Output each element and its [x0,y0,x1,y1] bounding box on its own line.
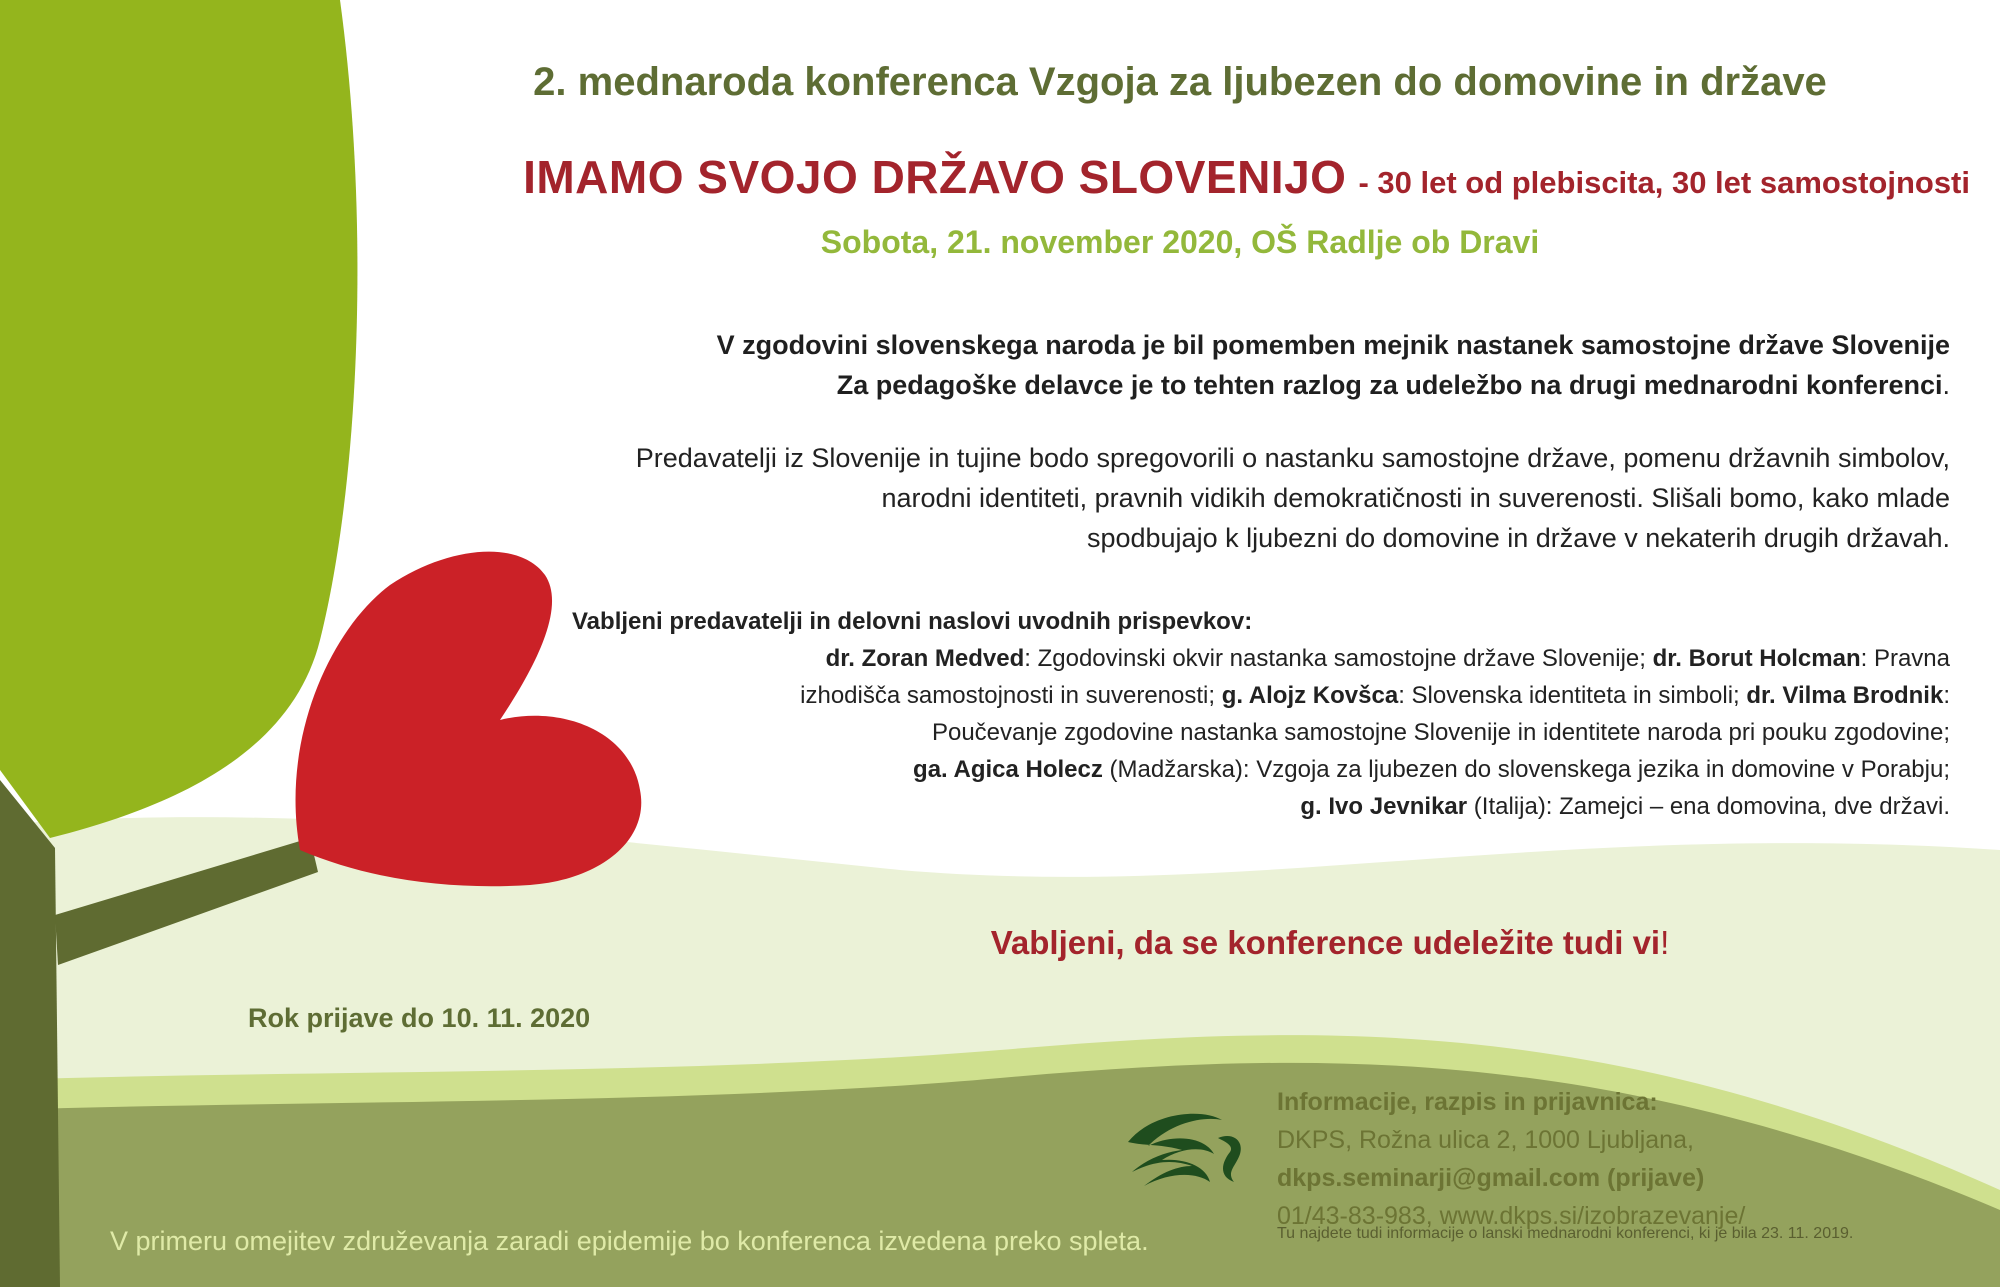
speakers-line-5 [550,788,1950,825]
speakers-line-3 [550,714,1950,751]
speaker-name: g. Ivo Jevnikar [1300,793,1468,820]
info-phone-web[interactable]: 01/43-83-983, www.dkps.si/izobrazevanje/ [1277,1202,1746,1230]
body-line-3: spodbujajo k ljubezni do domovine in države v nekaterih drugih državah. [1086,523,1950,553]
speaker-topic: izhodišča samostojnosti in suverenosti; [800,682,1222,709]
main-title: IMAMO SVOJO DRŽAVO SLOVENIJO [523,151,1347,203]
speaker-name: dr. Vilma Brodnik [1746,682,1944,709]
speakers-line-1 [550,640,1950,677]
speaker-name: dr. Zoran Medved [825,645,1025,672]
intro-line-2-period: . [1942,370,1950,400]
date-location: Sobota, 21. november 2020, OŠ Radlje ob Dravi [820,224,1540,260]
speaker-topic: (Italija): Zamejci – ena domovina, dve državi. [1467,793,1950,820]
info-email-link[interactable]: dkps.seminarji@gmail.com (prijave) [1277,1164,1705,1192]
intro-line-2-text: Za pedagoške delavce je to tehten razlog za udeležbo na drugi mednarodni konferenci [836,370,1943,400]
info-address: DKPS, Rožna ulica 2, 1000 Ljubljana, [1277,1126,1694,1154]
body-line-2: narodni identiteti, pravnih vidikih demokratičnosti in suverenosti. Slišali bomo, kako mlade [881,483,1950,513]
tree-trunk [0,780,60,1287]
main-title-line [380,150,1970,204]
speaker-name: dr. Borut Holcman [1652,645,1861,672]
speaker-name: ga. Agica Holecz [913,756,1103,783]
intro-line-1: V zgodovini slovenskega naroda je bil pomemben mejnik nastanek samostojne države Slovenije [716,330,1950,360]
tree-crown [0,0,357,838]
registration-deadline: Rok prijave do 10. 11. 2020 [248,1003,591,1033]
speaker-topic: : Pravna [1860,645,1950,672]
contact-info [1277,1083,1977,1235]
speakers-section [550,603,1950,825]
speaker-topic: : Slovenska identiteta in simboli; [1398,682,1747,709]
invitation [880,924,1780,962]
intro-paragraph [550,325,1950,405]
body-line-1: Predavatelji iz Slovenije in tujine bodo spregovorili o nastanku samostojne države, pomenu državnih simbolov, [635,443,1950,473]
invitation-exclamation: ! [1660,924,1670,961]
main-subtitle: - 30 let od plebiscita, 30 let samostojnosti [1358,165,1970,200]
speaker-name: g. Alojz Kovšca [1221,682,1399,709]
speakers-line-2 [550,677,1950,714]
speaker-topic: : Zgodovinski okvir nastanka samostojne države Slovenije; [1024,645,1653,672]
intro-line-2 [550,365,1950,405]
info-note: Tu najdete tudi informacije o lanski mednarodni konferenci, ki je bila 23. 11. 2019. [1277,1225,1854,1242]
conference-title: 2. mednaroda konferenca Vzgoja za ljubezen do domovine in države [533,60,1827,104]
body-paragraph [450,438,1950,558]
speakers-line-4 [550,751,1950,788]
speaker-topic: : [1943,682,1950,709]
info-heading: Informacije, razpis in prijavnica: [1277,1088,1658,1116]
speakers-heading: Vabljeni predavatelji in delovni naslovi uvodnih prispevkov: [572,608,1253,635]
online-note: V primeru omejitev združevanja zaradi epidemije bo konferenca izvedena preko spleta. [110,1226,1149,1256]
dkps-logo [1122,1102,1250,1198]
speaker-topic: (Madžarska): Vzgoja za ljubezen do slovenskega jezika in domovine v Porabju; [1102,756,1950,783]
speaker-topic: Poučevanje zgodovine nastanka samostojne Slovenije in identitete naroda pri pouku zgodovine; [931,719,1950,746]
invitation-text: Vabljeni, da se konference udeležite tudi vi [990,924,1661,961]
